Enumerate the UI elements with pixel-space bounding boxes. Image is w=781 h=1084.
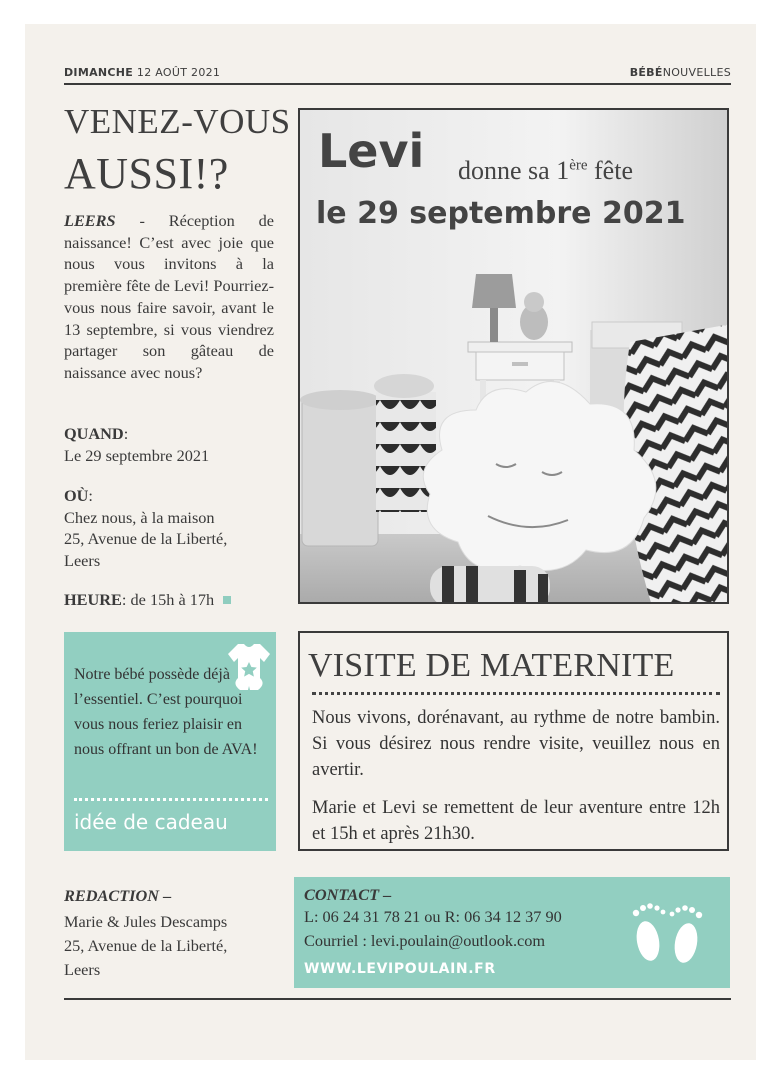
where-block: OÙ: Chez nous, à la maison 25, Avenue de la Liberté, Leers	[64, 486, 228, 571]
issue-date-text: 12 AOÛT 2021	[136, 66, 221, 79]
headline-line1: VENEZ-VOUS	[64, 102, 291, 141]
where-line3: Leers	[64, 551, 101, 571]
redaction-line3: Leers	[64, 960, 101, 979]
when-label: QUAND	[64, 424, 124, 443]
photo-subtitle	[458, 156, 633, 186]
issue-date	[64, 66, 220, 79]
when-block: QUAND: Le 29 septembre 2021	[64, 424, 210, 465]
where-line2: 25, Avenue de la Liberté,	[64, 529, 228, 549]
maternity-para1: Nous vivons, dorénavant, au rythme de notre bambin. Si vous désirez nous rendre visite, veuillez nous en avertir.	[312, 708, 720, 780]
maternity-title: VISITE DE MATERNITE	[308, 647, 675, 684]
photo-sup: ère	[569, 157, 588, 174]
maternity-visit-box	[298, 631, 729, 851]
redaction-body	[64, 910, 227, 982]
nursery-photo	[298, 108, 729, 604]
maternity-divider	[312, 692, 720, 695]
gift-box	[64, 632, 276, 851]
contact-title: CONTACT –	[304, 885, 392, 904]
time-block: HEURE: de 15h à 17h	[64, 589, 294, 611]
contact-box	[294, 877, 730, 988]
where-line1: Chez nous, à la maison	[64, 507, 215, 527]
end-square-icon	[223, 596, 231, 604]
redaction-line2: 25, Avenue de la Liberté,	[64, 936, 228, 955]
photo-name: Levi	[318, 124, 425, 178]
redaction-line1: Marie & Jules Descamps	[64, 912, 228, 931]
time-value: de 15h à 17h	[130, 590, 215, 609]
contact-website[interactable]: WWW.LEVIPOULAIN.FR	[304, 961, 496, 977]
intro-text: - Réception de naissance! C’est avec joie que nous vous invitons à la première fête de Levi! Pourriez-vous nous faire savoir, avant le 13 septembre, si vous viendrez partager son gâteau de naissance avec nous?	[64, 211, 274, 382]
photo-date: le 29 septembre 2021	[316, 196, 686, 231]
contact-phones: L: 06 24 31 78 21 ou R: 06 34 12 37 90	[304, 907, 562, 926]
baby-feet-icon	[626, 899, 708, 969]
masthead-brand	[630, 66, 731, 79]
headline-line2: AUSSI!?	[64, 149, 229, 198]
gift-divider	[74, 798, 268, 801]
photo-rest: donne sa 1	[458, 156, 570, 185]
header-rule	[64, 83, 731, 85]
when-value: Le 29 septembre 2021	[64, 445, 210, 465]
brand-rest: NOUVELLES	[662, 66, 731, 79]
brand-bold: BÉBÉ	[629, 66, 663, 79]
photo-rest2: fête	[587, 156, 633, 185]
issue-day: DIMANCHE	[64, 66, 134, 79]
redaction-title: REDACTION –	[64, 886, 172, 905]
gift-footer: idée de cadeau	[74, 810, 228, 834]
contact-email[interactable]: Courriel : levi.poulain@outlook.com	[304, 931, 546, 950]
intro-place: LEERS	[64, 211, 116, 230]
gift-text: Notre bébé possède déjà l’essentiel. C’est pourquoi vous nous feriez plaisir en nous offrant un bon de AVA!	[74, 666, 258, 758]
footer-rule	[64, 998, 731, 1000]
time-label: HEURE	[64, 590, 122, 609]
intro-paragraph	[64, 210, 274, 384]
maternity-para2: Marie et Levi se remettent de leur aventure entre 12h et 15h et après 21h30.	[312, 798, 720, 844]
where-label: OÙ	[64, 486, 89, 505]
